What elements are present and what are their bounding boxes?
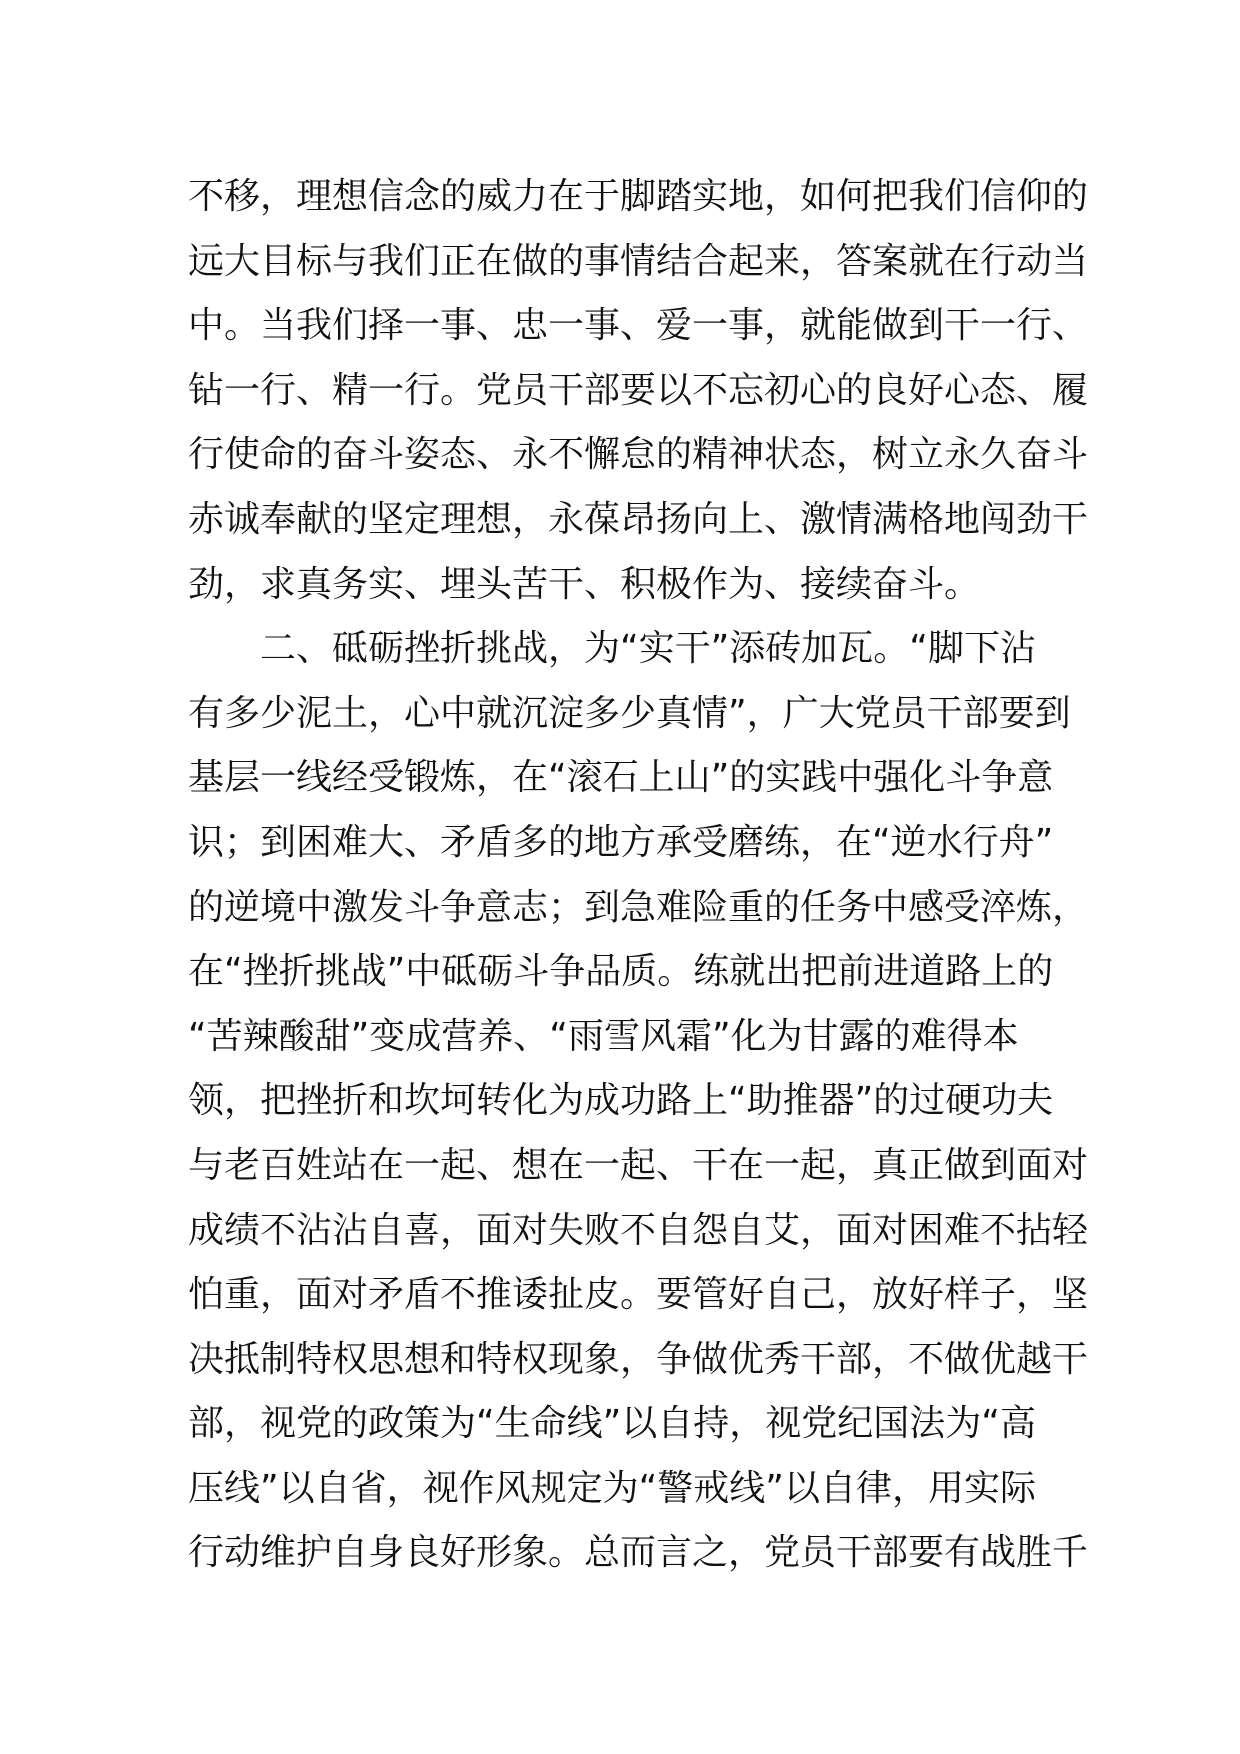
text-line: 钻一行、精一行。党员干部要以不忘初心的良好心态、履	[188, 369, 1089, 411]
text-line: 压线”以自省，视作风规定为“警戒线”以自律，用实际	[188, 1467, 1036, 1509]
text-line: 中。当我们择一事、忠一事、爱一事，就能做到干一行、	[188, 305, 1089, 347]
text-line: 怕重，面对矛盾不推诿扯皮。要管好自己，放好样子，坚	[188, 1274, 1089, 1316]
text-line: 在“挫折挑战”中砥砺斗争品质。练就出把前进道路上的	[188, 951, 1054, 993]
text-line: 有多少泥土，心中就沉淀多少真情”，广大党员干部要到	[188, 692, 1071, 734]
text-line: 领，把挫折和坎坷转化为成功路上“助推器”的过硬功夫	[188, 1080, 1054, 1122]
text-line: 二、砥砺挫折挑战，为“实干”添砖加瓦。“脚下沾	[188, 628, 1036, 670]
text-line: 成绩不沾沾自喜，面对失败不自怨自艾，面对困难不拈轻	[188, 1209, 1089, 1251]
text-line: 劲，求真务实、埋头苦干、积极作为、接续奋斗。	[188, 563, 981, 605]
text-line: 基层一线经受锻炼，在“滚石上山”的实践中强化斗争意	[188, 757, 1054, 799]
text-line: 部，视党的政策为“生命线”以自持，视党纪国法为“高	[188, 1403, 1036, 1445]
text-line: 行使命的奋斗姿态、永不懈怠的精神状态，树立永久奋斗	[188, 434, 1089, 476]
text-line: 识；到困难大、矛盾多的地方承受磨练，在“逆水行舟”	[188, 821, 1054, 863]
text-line: 赤诚奉献的坚定理想，永葆昂扬向上、激情满格地闯劲干	[188, 498, 1089, 540]
text-line: 决抵制特权思想和特权现象，争做优秀干部，不做优越干	[188, 1338, 1089, 1380]
text-line: 与老百姓站在一起、想在一起、干在一起，真正做到面对	[188, 1144, 1089, 1186]
body-text	[188, 165, 1089, 1586]
text-line: 行动维护自身良好形象。总而言之，党员干部要有战胜千	[188, 1532, 1089, 1574]
text-line: 的逆境中激发斗争意志；到急难险重的任务中感受淬炼，	[188, 886, 1089, 928]
text-line: 远大目标与我们正在做的事情结合起来，答案就在行动当	[188, 240, 1089, 282]
text-line: 不移，理想信念的威力在于脚踏实地，如何把我们信仰的	[188, 176, 1089, 217]
text-line: “苦辣酸甜”变成营养、“雨雪风霜”化为甘露的难得本	[188, 1015, 1019, 1057]
